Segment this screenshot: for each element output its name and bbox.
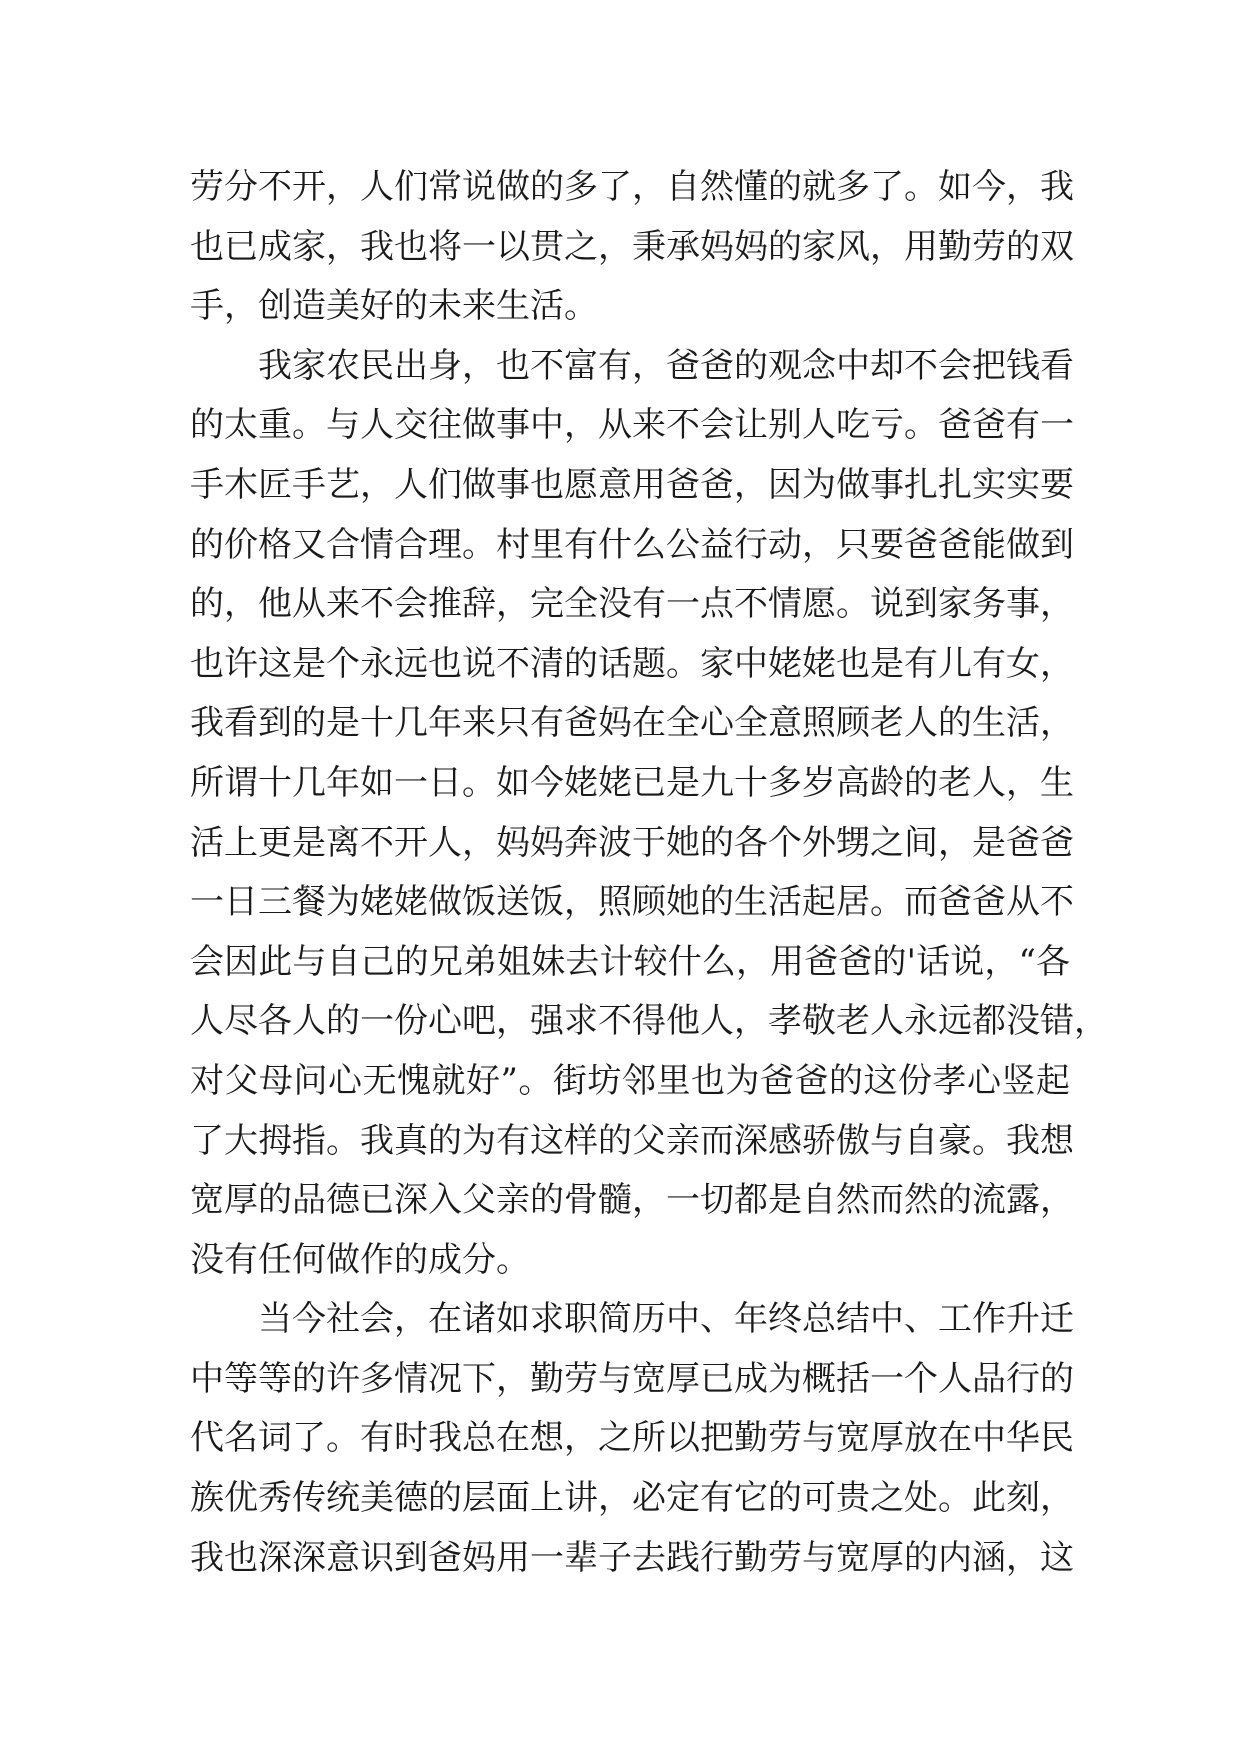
text-line: 我也深深意识到爸妈用一辈子去践行勤劳与宽厚的内涵，这: [190, 1537, 1074, 1578]
text-line: 没有任何做作的成分。: [190, 1239, 530, 1280]
text-line: 所谓十几年如一日。如今姥姥已是九十多岁高龄的老人，生: [190, 762, 1074, 803]
text-line: 的，他从来不会推辞，完全没有一点不情愿。说到家务事，: [190, 584, 1074, 625]
text-line: 人尽各人的一份心吧，强求不得他人，孝敬老人永远都没错，: [190, 1001, 1108, 1042]
text-line: 的太重。与人交往做事中，从来不会让别人吃亏。爸爸有一: [190, 405, 1074, 446]
text-line: 对父母问心无愧就好”。街坊邻里也为爸爸的这份孝心竖起: [190, 1060, 1070, 1101]
text-line: 劳分不开，人们常说做的多了，自然懂的就多了。如今，我: [190, 167, 1074, 207]
document-body: [190, 158, 1108, 1588]
text-line: 当今社会，在诸如求职简历中、年终总结中、工作升迁: [258, 1299, 1074, 1340]
text-line: 中等等的许多情况下，勤劳与宽厚已成为概括一个人品行的: [190, 1358, 1074, 1399]
text-line: 活上更是离不开人，妈妈奔波于她的各个外甥之间，是爸爸: [190, 822, 1074, 863]
text-line: 也已成家，我也将一以贯之，秉承妈妈的家风，用勤劳的双: [190, 226, 1074, 267]
text-line: 手木匠手艺，人们做事也愿意用爸爸，因为做事扎扎实实要: [190, 464, 1074, 505]
text-line: 代名词了。有时我总在想，之所以把勤劳与宽厚放在中华民: [190, 1418, 1074, 1459]
text-line: 宽厚的品德已深入父亲的骨髓，一切都是自然而然的流露，: [190, 1180, 1074, 1221]
text-line: 手，创造美好的未来生活。: [190, 286, 598, 327]
text-line: 的价格又合情合理。村里有什么公益行动，只要爸爸能做到: [190, 524, 1074, 565]
text-line: 一日三餐为姥姥做饭送饭，照顾她的生活起居。而爸爸从不: [190, 882, 1074, 923]
text-line: 也许这是个永远也说不清的话题。家中姥姥也是有儿有女，: [190, 643, 1074, 684]
text-line: 族优秀传统美德的层面上讲，必定有它的可贵之处。此刻，: [190, 1478, 1074, 1519]
text-line: 我家农民出身，也不富有，爸爸的观念中却不会把钱看: [258, 345, 1074, 386]
text-line: 了大拇指。我真的为有这样的父亲而深感骄傲与自豪。我想: [190, 1120, 1074, 1161]
text-line: 我看到的是十几年来只有爸妈在全心全意照顾老人的生活，: [190, 703, 1074, 744]
text-line: 会因此与自己的兄弟姐妹去计较什么，用爸爸的'话说，“各: [190, 941, 1070, 982]
